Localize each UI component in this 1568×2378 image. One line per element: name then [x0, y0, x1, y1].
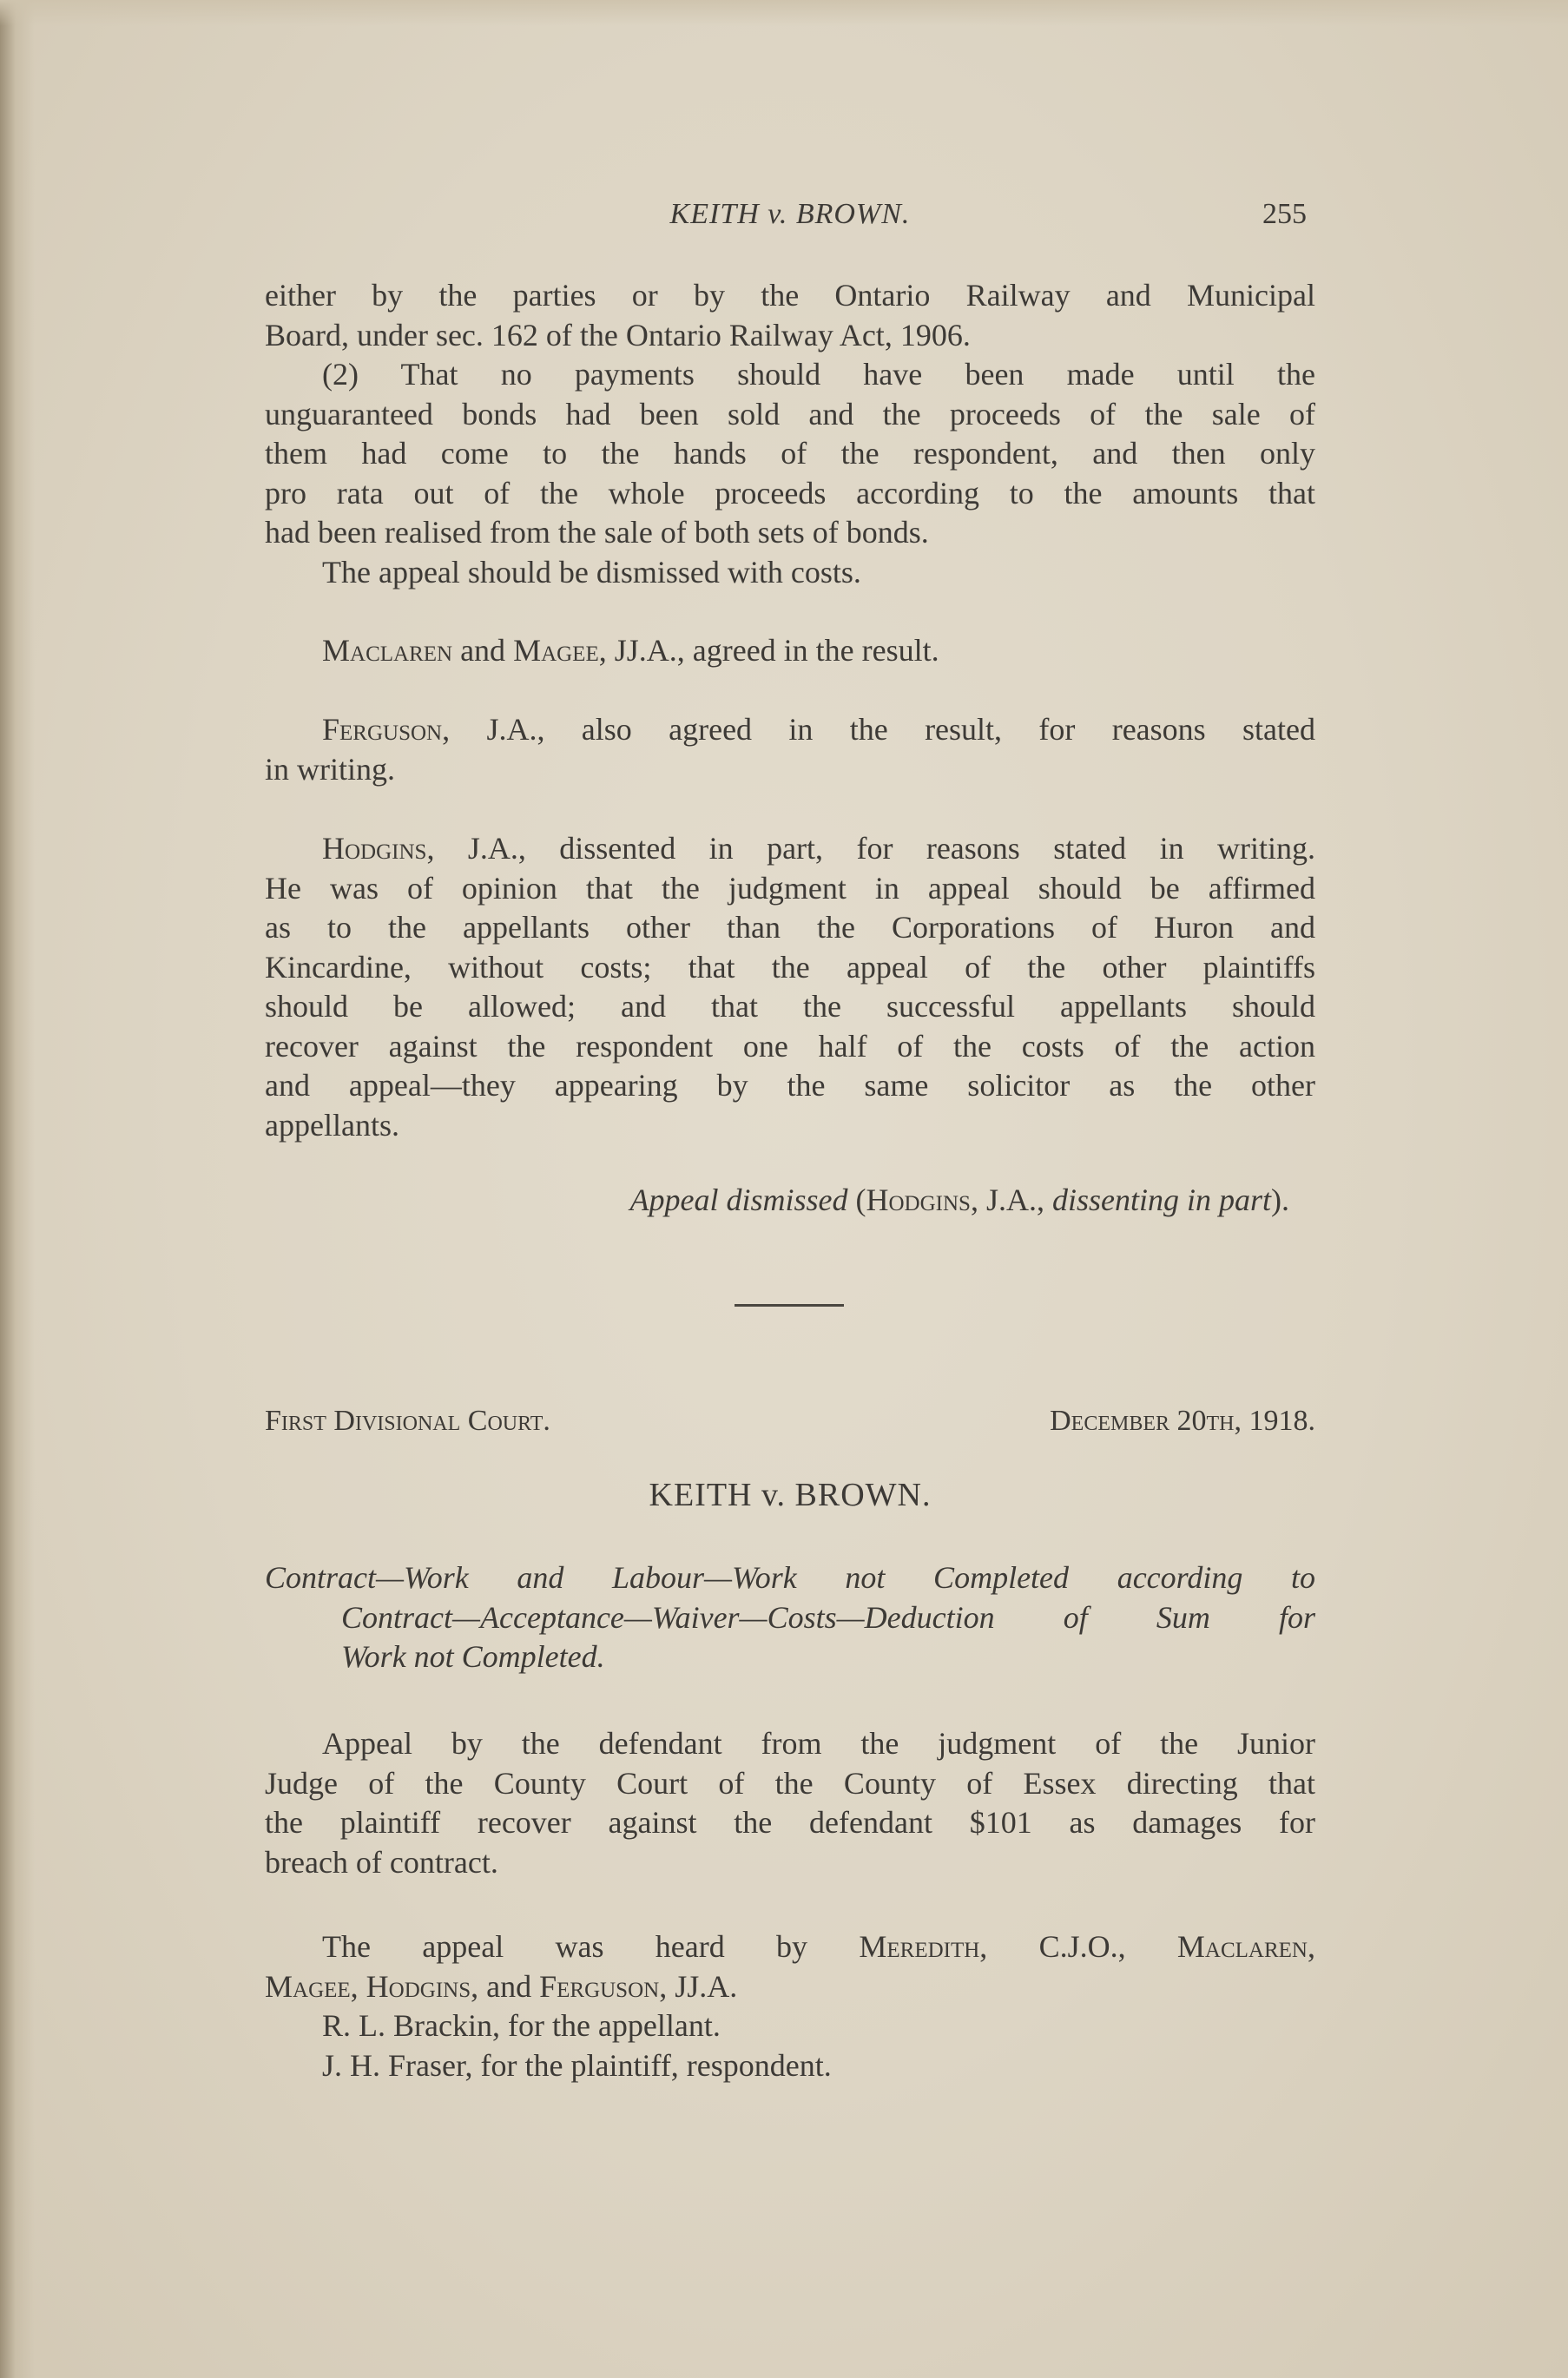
- text-line: in writing.: [265, 751, 395, 787]
- judge-name: Maclaren: [322, 633, 453, 668]
- judge-name: Ferguson: [539, 1968, 660, 2004]
- text-fragment: The appeal was heard by: [322, 1929, 860, 1964]
- appeal-statement: [265, 1724, 1315, 1882]
- dissent-hodgins: [265, 829, 1315, 1145]
- judge-name: Hodgins: [322, 831, 427, 866]
- text-line: [265, 710, 1315, 750]
- disposition-line: [265, 1181, 1315, 1221]
- text-line: Judge of the County Court of the County of Essex directing that: [265, 1765, 1315, 1801]
- headnote: [265, 1558, 1315, 1677]
- judge-name: Magee: [265, 1968, 351, 2004]
- text-line: Kincardine, without costs; that the appeal of the other plaintiffs: [265, 949, 1315, 985]
- text-line: breach of contract.: [265, 1844, 498, 1880]
- judge-name: Maclaren: [1176, 1929, 1308, 1964]
- opinion-conclusion: [265, 276, 1315, 592]
- text-line: unguaranteed bonds had been sold and the proceeds of the sale of: [265, 396, 1315, 431]
- text-line: had been realised from the sale of both sets of bonds.: [265, 515, 929, 550]
- text-fragment: , C.J.O.,: [979, 1929, 1177, 1964]
- judge-name: Magee: [513, 633, 599, 668]
- court-name: First Divisional Court.: [265, 1405, 550, 1437]
- page-top-shadow: [0, 0, 1568, 26]
- judge-name: Meredith: [859, 1929, 980, 1964]
- text-line: He was of opinion that the judgment in appeal should be affirmed: [265, 870, 1315, 906]
- text-line: [265, 631, 1315, 671]
- text-line: the plaintiff recover against the defendant $101 as damages for: [265, 1805, 1315, 1840]
- text-line: them had come to the hands of the respondent, and then only: [265, 436, 1315, 471]
- judge-name: Hodgins: [866, 1182, 971, 1217]
- text-line: The appeal should be dismissed with costs.: [322, 554, 861, 590]
- text-fragment: , J.A.,: [970, 1182, 1052, 1217]
- concurrence-ferguson: [265, 710, 1315, 789]
- headnote-line: Contract—Work and Labour—Work not Completed according to: [265, 1560, 1315, 1595]
- headnote-line: Contract—Acceptance—Waiver—Costs—Deduction of Sum for: [341, 1599, 1315, 1635]
- section-divider: [735, 1304, 844, 1307]
- text-fragment: , JJ.A.: [659, 1968, 738, 2004]
- hearing-and-counsel: [265, 1927, 1315, 2085]
- text-fragment: , J.A., dissented in part, for reasons stated in writing.: [426, 831, 1315, 866]
- text-line: either by the parties or by the Ontario Railway and Municipal: [265, 278, 1315, 313]
- disposition: [265, 1181, 1315, 1221]
- text-line: Board, under sec. 162 of the Ontario Railway Act, 1906.: [265, 317, 971, 352]
- text-fragment: (: [847, 1182, 866, 1217]
- concurrence-maclaren-magee: [265, 631, 1315, 671]
- text-line: as to the appellants other than the Corporations of Huron and: [265, 910, 1315, 945]
- text-fragment: , and: [471, 1968, 540, 2004]
- text-line: (2) That no payments should have been made until the: [322, 357, 1315, 392]
- judge-name: Ferguson: [322, 712, 443, 747]
- judge-name: Hodgins: [366, 1968, 471, 2004]
- text-line: [265, 1967, 1315, 2007]
- court-date-line: [265, 1405, 1315, 1446]
- counsel-line: R. L. Brackin, for the appellant.: [322, 2008, 721, 2043]
- text-line: Appeal by the defendant from the judgment of the Junior: [322, 1726, 1315, 1761]
- result-text: Appeal dismissed: [629, 1182, 848, 1217]
- text-line: [265, 829, 1315, 869]
- text-line: and appeal—they appearing by the same solicitor as the other: [265, 1068, 1315, 1103]
- judgment-date: December 20th, 1918.: [1050, 1405, 1315, 1437]
- text-fragment: , J.A., also agreed in the result, for reasons stated: [442, 712, 1315, 747]
- running-header: [265, 198, 1315, 240]
- text-fragment: and: [452, 633, 514, 668]
- page-number: 255: [1262, 198, 1307, 230]
- page-binding-shadow: [0, 0, 35, 2378]
- text-line: recover against the respondent one half of the costs of the action: [265, 1028, 1315, 1064]
- text-line: appellants.: [265, 1107, 399, 1143]
- case-title: KEITH v. BROWN.: [649, 1477, 932, 1513]
- text-fragment: ,: [1308, 1929, 1315, 1964]
- running-title: KEITH v. BROWN.: [669, 198, 911, 230]
- counsel-line: J. H. Fraser, for the plaintiff, respondent.: [322, 2047, 832, 2083]
- text-fragment: ,: [350, 1968, 366, 2004]
- text-fragment: , JJ.A., agreed in the result.: [598, 633, 939, 668]
- text-line: [265, 1927, 1315, 1967]
- headnote-line: Work not Completed.: [341, 1639, 605, 1674]
- text-fragment: ).: [1271, 1182, 1289, 1217]
- text-line: should be allowed; and that the successful appellants should: [265, 989, 1315, 1024]
- text-line: pro rata out of the whole proceeds according to the amounts that: [265, 475, 1315, 511]
- dissent-note: dissenting in part: [1051, 1182, 1271, 1217]
